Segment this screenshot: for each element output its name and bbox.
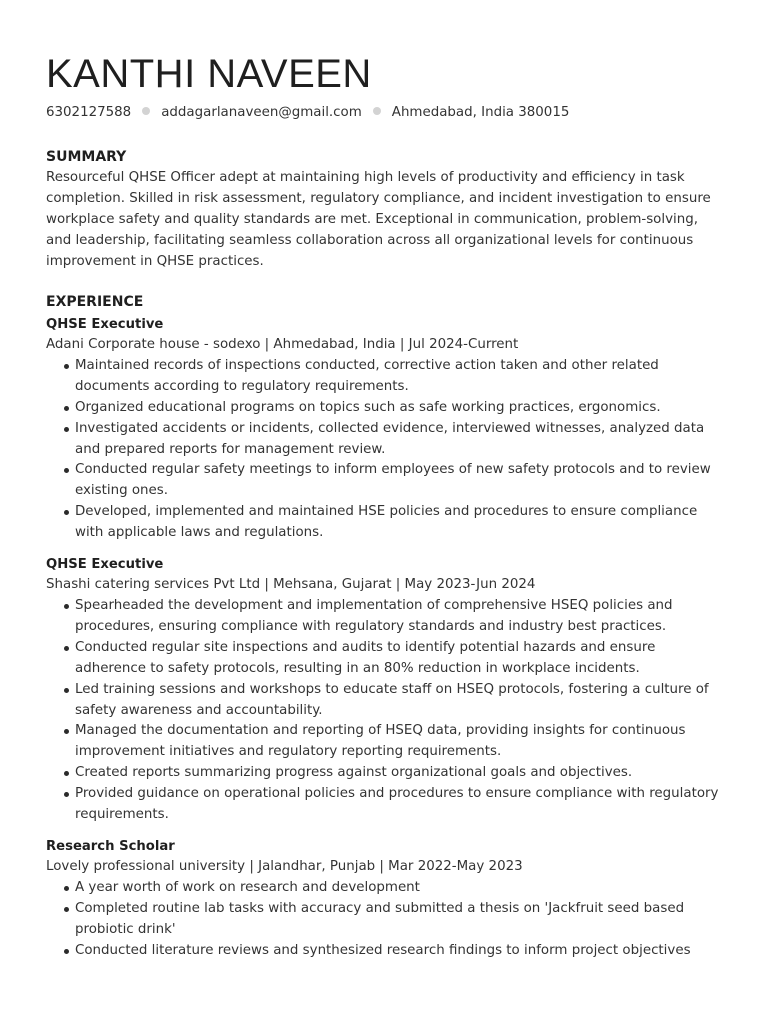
summary-heading: SUMMARY — [46, 149, 127, 165]
list-item: A year worth of work on research and development — [75, 878, 722, 899]
job-title: QHSE Executive — [46, 557, 164, 573]
list-item: Developed, implemented and maintained HSE policies and procedures to ensure compliance with applicable laws and regulations. — [75, 502, 722, 544]
job-bullets — [46, 356, 722, 544]
summary-section — [46, 148, 722, 273]
job-bullets — [46, 878, 722, 962]
list-item: Maintained records of inspections conducted, corrective action taken and other related documents according to regulatory requirements. — [75, 356, 722, 398]
list-item: Completed routine lab tasks with accuracy and submitted a thesis on 'Jackfruit seed based probiotic drink' — [75, 899, 722, 941]
phone-number: 6302127588 — [46, 105, 132, 120]
job-entry — [46, 555, 722, 826]
contact-line — [46, 104, 569, 122]
separator-dot-icon — [142, 107, 150, 115]
list-item: Spearheaded the development and implementation of comprehensive HSEQ policies and procedures, ensuring compliance with regulatory standards and industry best practices. — [75, 596, 722, 638]
list-item: Conducted literature reviews and synthesized research findings to inform project objectives — [75, 941, 722, 962]
location: Ahmedabad, India 380015 — [391, 105, 570, 120]
list-item: Managed the documentation and reporting of HSEQ data, providing insights for continuous improvement initiatives and regulatory reporting requirements. — [75, 721, 722, 763]
experience-section — [46, 293, 722, 961]
separator-dot-icon — [373, 107, 381, 115]
email-address: addagarlanaveen@gmail.com — [161, 105, 362, 120]
list-item: Led training sessions and workshops to educate staff on HSEQ protocols, fostering a culture of safety awareness and accountability. — [75, 680, 722, 722]
job-bullets — [46, 596, 722, 826]
job-title: QHSE Executive — [46, 317, 164, 332]
job-meta: Shashi catering services Pvt Ltd | Mehsana, Gujarat | May 2023-Jun 2024 — [46, 577, 536, 593]
list-item: Provided guidance on operational policies and procedures to ensure compliance with regulatory requirements. — [75, 784, 722, 826]
job-entry — [46, 837, 722, 962]
list-item: Organized educational programs on topics such as safe working practices, ergonomics. — [75, 398, 722, 419]
summary-text: Resourceful QHSE Officer adept at maintaining high levels of productivity and efficiency in task completion. Skilled in risk assessment, regulatory compliance, and incident investigation to ensure workplace safety and quality standards are met. Exceptional in communication, problem-solving, and leadership, facilitating seamless collaboration across all organizational levels for continuous improvement in QHSE practices. — [46, 170, 711, 269]
job-title: Research Scholar — [46, 838, 175, 854]
job-meta: Adani Corporate house - sodexo | Ahmedabad, India | Jul 2024-Current — [46, 337, 519, 352]
list-item: Investigated accidents or incidents, collected evidence, interviewed witnesses, analyzed data and prepared reports for management review. — [75, 419, 722, 461]
list-item: Conducted regular site inspections and audits to identify potential hazards and ensure adherence to safety protocols, resulting in an 80% reduction in workplace incidents. — [75, 638, 722, 680]
candidate-name: KANTHI NAVEEN — [46, 52, 372, 96]
experience-heading: EXPERIENCE — [46, 294, 144, 310]
list-item: Conducted regular safety meetings to inform employees of new safety protocols and to review existing ones. — [75, 460, 722, 502]
job-entry — [46, 315, 722, 544]
list-item: Created reports summarizing progress against organizational goals and objectives. — [75, 763, 722, 784]
job-meta: Lovely professional university | Jalandhar, Punjab | Mar 2022-May 2023 — [46, 858, 523, 874]
